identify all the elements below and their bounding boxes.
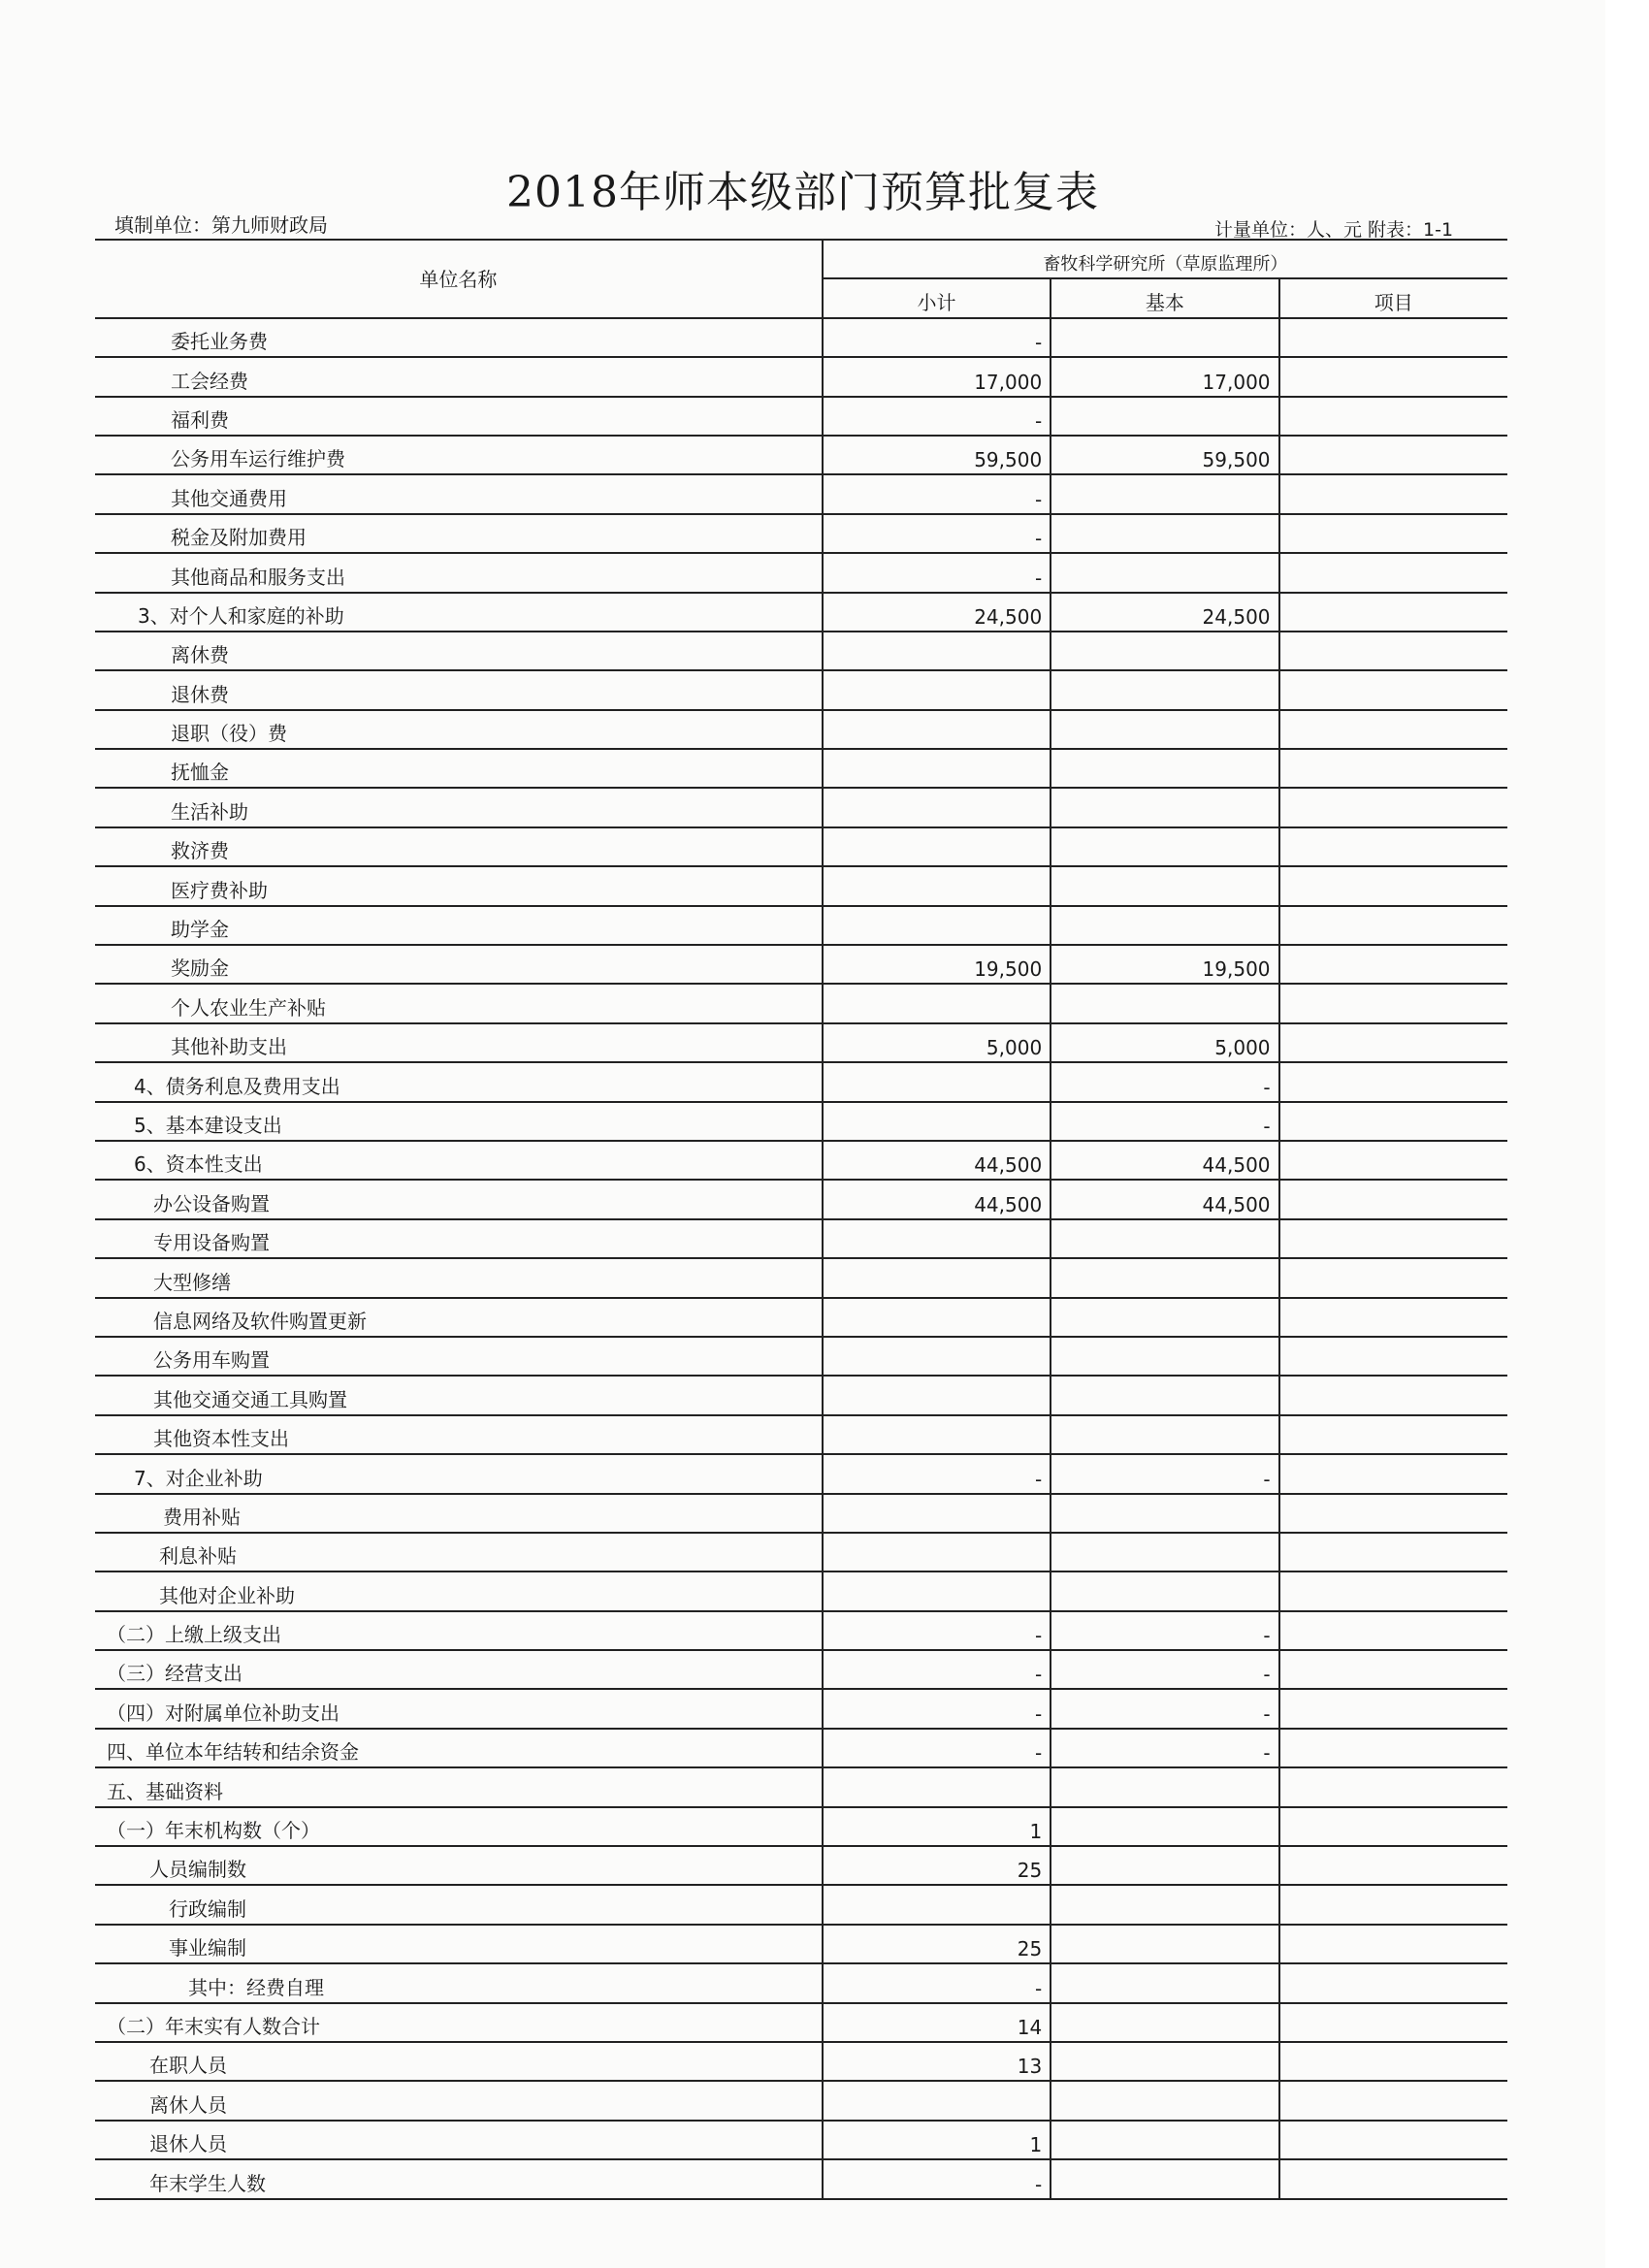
row-basic xyxy=(1051,1219,1278,1258)
row-subtotal xyxy=(823,1062,1051,1101)
row-name: 离休费 xyxy=(95,632,823,670)
row-basic: - xyxy=(1051,1062,1278,1101)
table-row xyxy=(95,866,1507,905)
row-basic: - xyxy=(1051,1689,1278,1728)
page-title: 2018年师本级部门预算批复表 xyxy=(506,168,1099,217)
row-subtotal: - xyxy=(823,1454,1051,1493)
row-subtotal xyxy=(823,984,1051,1022)
row-basic xyxy=(1051,1494,1278,1533)
table-row xyxy=(95,1650,1507,1689)
row-subtotal: - xyxy=(823,1729,1051,1767)
row-name: 办公设备购置 xyxy=(95,1180,823,1218)
row-subtotal xyxy=(823,1376,1051,1414)
row-name: （一）年末机构数（个） xyxy=(95,1807,823,1846)
table-row xyxy=(95,2159,1507,2198)
row-project xyxy=(1279,710,1507,749)
row-name: 其他商品和服务支出 xyxy=(95,553,823,592)
table-row xyxy=(95,1767,1507,1806)
row-basic xyxy=(1051,2042,1278,2081)
row-project xyxy=(1279,945,1507,984)
row-project xyxy=(1279,436,1507,474)
table-row xyxy=(95,710,1507,749)
row-project xyxy=(1279,788,1507,826)
row-basic xyxy=(1051,1376,1278,1414)
row-subtotal: 25 xyxy=(823,1925,1051,1963)
row-name: 退休费 xyxy=(95,670,823,709)
table-row xyxy=(95,1454,1507,1493)
row-basic xyxy=(1051,710,1278,749)
row-basic xyxy=(1051,1533,1278,1571)
row-subtotal xyxy=(823,788,1051,826)
row-basic xyxy=(1051,1258,1278,1297)
row-basic xyxy=(1051,1925,1278,1963)
row-subtotal xyxy=(823,1571,1051,1610)
row-project xyxy=(1279,1963,1507,2002)
row-subtotal: - xyxy=(823,1689,1051,1728)
table-row xyxy=(95,2003,1507,2042)
row-project xyxy=(1279,318,1507,357)
row-name: 奖励金 xyxy=(95,945,823,984)
row-project xyxy=(1279,1023,1507,1062)
row-name: 税金及附加费用 xyxy=(95,514,823,553)
row-subtotal xyxy=(823,1102,1051,1141)
row-project xyxy=(1279,866,1507,905)
row-project xyxy=(1279,1807,1507,1846)
row-basic: - xyxy=(1051,1650,1278,1689)
row-subtotal xyxy=(823,2081,1051,2120)
row-name: 其他交通费用 xyxy=(95,474,823,513)
row-basic: 17,000 xyxy=(1051,357,1278,396)
table-row xyxy=(95,1062,1507,1101)
table-row xyxy=(95,1846,1507,1885)
row-name: 其他补助支出 xyxy=(95,1023,823,1062)
scan-edge xyxy=(1605,0,1649,2268)
row-name: 退休人员 xyxy=(95,2121,823,2159)
row-name: 其中：经费自理 xyxy=(95,1963,823,2002)
row-subtotal: - xyxy=(823,1963,1051,2002)
row-name: 助学金 xyxy=(95,906,823,945)
row-basic: 44,500 xyxy=(1051,1180,1278,1218)
table-row xyxy=(95,514,1507,553)
filling-unit: 填制单位：第九师财政局 xyxy=(114,213,328,237)
row-name: 利息补贴 xyxy=(95,1533,823,1571)
row-subtotal xyxy=(823,1885,1051,1924)
row-basic xyxy=(1051,318,1278,357)
row-basic xyxy=(1051,2081,1278,2120)
row-subtotal xyxy=(823,866,1051,905)
row-project xyxy=(1279,1650,1507,1689)
row-project xyxy=(1279,2003,1507,2042)
row-subtotal: 1 xyxy=(823,2121,1051,2159)
table-row xyxy=(95,1729,1507,1767)
row-subtotal: 1 xyxy=(823,1807,1051,1846)
row-name: （二）上缴上级支出 xyxy=(95,1611,823,1650)
table-row xyxy=(95,2081,1507,2120)
row-project xyxy=(1279,1337,1507,1376)
row-project xyxy=(1279,1846,1507,1885)
table-row xyxy=(95,906,1507,945)
row-basic xyxy=(1051,827,1278,866)
row-name: 其他资本性支出 xyxy=(95,1415,823,1454)
row-basic xyxy=(1051,1337,1278,1376)
row-project xyxy=(1279,2081,1507,2120)
row-project xyxy=(1279,1298,1507,1337)
row-name: 在职人员 xyxy=(95,2042,823,2081)
row-basic xyxy=(1051,1963,1278,2002)
row-project xyxy=(1279,1729,1507,1767)
unit-note: 计量单位：人、元 附表：1-1 xyxy=(1214,219,1454,241)
row-project xyxy=(1279,514,1507,553)
row-name: 6、资本性支出 xyxy=(95,1141,823,1180)
table-row xyxy=(95,1963,1507,2002)
row-name: 离休人员 xyxy=(95,2081,823,2120)
table-row xyxy=(95,1415,1507,1454)
row-project xyxy=(1279,2121,1507,2159)
header-project: 项目 xyxy=(1279,278,1507,317)
row-subtotal: 44,500 xyxy=(823,1180,1051,1218)
row-subtotal xyxy=(823,1494,1051,1533)
row-name: 工会经费 xyxy=(95,357,823,396)
row-project xyxy=(1279,1689,1507,1728)
row-basic xyxy=(1051,1571,1278,1610)
table-row xyxy=(95,2121,1507,2159)
row-name: 3、对个人和家庭的补助 xyxy=(95,593,823,632)
row-name: 行政编制 xyxy=(95,1885,823,1924)
table-row xyxy=(95,474,1507,513)
table-row xyxy=(95,1807,1507,1846)
row-subtotal: - xyxy=(823,1611,1051,1650)
header-basic: 基本 xyxy=(1051,278,1278,317)
row-subtotal xyxy=(823,827,1051,866)
row-subtotal: 44,500 xyxy=(823,1141,1051,1180)
row-subtotal xyxy=(823,1298,1051,1337)
row-basic xyxy=(1051,984,1278,1022)
row-basic xyxy=(1051,1298,1278,1337)
row-subtotal: 17,000 xyxy=(823,357,1051,396)
table-row xyxy=(95,1533,1507,1571)
row-project xyxy=(1279,357,1507,396)
row-name: 抚恤金 xyxy=(95,749,823,788)
table-row xyxy=(95,1571,1507,1610)
row-basic xyxy=(1051,749,1278,788)
row-project xyxy=(1279,2042,1507,2081)
row-name: 专用设备购置 xyxy=(95,1219,823,1258)
row-subtotal: 59,500 xyxy=(823,436,1051,474)
row-name: 7、对企业补助 xyxy=(95,1454,823,1493)
row-subtotal xyxy=(823,906,1051,945)
row-subtotal xyxy=(823,670,1051,709)
table-row xyxy=(95,1180,1507,1218)
row-name: 信息网络及软件购置更新 xyxy=(95,1298,823,1337)
row-basic: 59,500 xyxy=(1051,436,1278,474)
row-project xyxy=(1279,1102,1507,1141)
row-subtotal: - xyxy=(823,318,1051,357)
row-project xyxy=(1279,984,1507,1022)
row-basic xyxy=(1051,1415,1278,1454)
row-basic xyxy=(1051,553,1278,592)
row-project xyxy=(1279,906,1507,945)
table-row xyxy=(95,1376,1507,1414)
row-subtotal: 25 xyxy=(823,1846,1051,1885)
row-subtotal xyxy=(823,1533,1051,1571)
row-basic xyxy=(1051,2159,1278,2198)
row-project xyxy=(1279,827,1507,866)
row-subtotal xyxy=(823,749,1051,788)
header-row-1 xyxy=(95,240,1507,278)
row-subtotal xyxy=(823,632,1051,670)
row-name: 其他对企业补助 xyxy=(95,1571,823,1610)
row-basic xyxy=(1051,670,1278,709)
table-row xyxy=(95,1219,1507,1258)
row-subtotal xyxy=(823,1767,1051,1806)
table-row xyxy=(95,553,1507,592)
row-project xyxy=(1279,474,1507,513)
budget-table xyxy=(95,239,1507,2200)
row-subtotal xyxy=(823,1219,1051,1258)
row-name: 救济费 xyxy=(95,827,823,866)
row-name: 公务用车购置 xyxy=(95,1337,823,1376)
row-project xyxy=(1279,1180,1507,1218)
row-project xyxy=(1279,1611,1507,1650)
row-name: 四、单位本年结转和结余资金 xyxy=(95,1729,823,1767)
table-row xyxy=(95,1023,1507,1062)
row-project xyxy=(1279,1141,1507,1180)
row-basic xyxy=(1051,514,1278,553)
row-project xyxy=(1279,1062,1507,1101)
row-basic xyxy=(1051,788,1278,826)
header-unit-name: 单位名称 xyxy=(95,240,823,318)
row-subtotal xyxy=(823,1258,1051,1297)
row-project xyxy=(1279,1925,1507,1963)
row-project xyxy=(1279,1376,1507,1414)
row-name: 生活补助 xyxy=(95,788,823,826)
table-row xyxy=(95,1885,1507,1924)
table-row xyxy=(95,1689,1507,1728)
row-subtotal: - xyxy=(823,1650,1051,1689)
table-row xyxy=(95,632,1507,670)
table-row xyxy=(95,436,1507,474)
row-basic xyxy=(1051,2003,1278,2042)
row-name: 委托业务费 xyxy=(95,318,823,357)
row-basic xyxy=(1051,1885,1278,1924)
row-basic: 44,500 xyxy=(1051,1141,1278,1180)
row-project xyxy=(1279,1885,1507,1924)
row-subtotal: - xyxy=(823,474,1051,513)
row-subtotal: - xyxy=(823,553,1051,592)
row-basic: - xyxy=(1051,1454,1278,1493)
row-subtotal xyxy=(823,1415,1051,1454)
row-subtotal: - xyxy=(823,514,1051,553)
row-basic xyxy=(1051,2121,1278,2159)
row-basic xyxy=(1051,1846,1278,1885)
row-basic xyxy=(1051,397,1278,436)
row-project xyxy=(1279,1494,1507,1533)
row-project xyxy=(1279,670,1507,709)
table-row xyxy=(95,1258,1507,1297)
row-project xyxy=(1279,1767,1507,1806)
row-basic: 19,500 xyxy=(1051,945,1278,984)
row-name: 公务用车运行维护费 xyxy=(95,436,823,474)
row-name: 事业编制 xyxy=(95,1925,823,1963)
row-basic xyxy=(1051,1767,1278,1806)
row-name: 5、基本建设支出 xyxy=(95,1102,823,1141)
row-name: （二）年末实有人数合计 xyxy=(95,2003,823,2042)
row-name: 五、基础资料 xyxy=(95,1767,823,1806)
row-subtotal xyxy=(823,1337,1051,1376)
row-subtotal: 5,000 xyxy=(823,1023,1051,1062)
table-row xyxy=(95,788,1507,826)
row-subtotal: 19,500 xyxy=(823,945,1051,984)
row-name: （三）经营支出 xyxy=(95,1650,823,1689)
row-project xyxy=(1279,1258,1507,1297)
table-row xyxy=(95,1611,1507,1650)
row-project xyxy=(1279,553,1507,592)
row-project xyxy=(1279,1454,1507,1493)
table-row xyxy=(95,1494,1507,1533)
table-row xyxy=(95,984,1507,1022)
row-project xyxy=(1279,593,1507,632)
row-name: 个人农业生产补贴 xyxy=(95,984,823,1022)
row-project xyxy=(1279,2159,1507,2198)
row-name: 医疗费补助 xyxy=(95,866,823,905)
table-row xyxy=(95,2042,1507,2081)
row-subtotal: - xyxy=(823,397,1051,436)
table-row xyxy=(95,1925,1507,1963)
row-basic xyxy=(1051,1807,1278,1846)
table-row xyxy=(95,670,1507,709)
row-subtotal xyxy=(823,710,1051,749)
row-subtotal: 24,500 xyxy=(823,593,1051,632)
table-row xyxy=(95,1102,1507,1141)
row-project xyxy=(1279,1219,1507,1258)
table-row xyxy=(95,945,1507,984)
row-basic: 24,500 xyxy=(1051,593,1278,632)
table-row xyxy=(95,593,1507,632)
row-name: 大型修缮 xyxy=(95,1258,823,1297)
row-name: 人员编制数 xyxy=(95,1846,823,1885)
row-name: 退职（役）费 xyxy=(95,710,823,749)
table-row xyxy=(95,1298,1507,1337)
row-name: （四）对附属单位补助支出 xyxy=(95,1689,823,1728)
table-row xyxy=(95,749,1507,788)
table-row xyxy=(95,827,1507,866)
row-subtotal: 14 xyxy=(823,2003,1051,2042)
row-project xyxy=(1279,1415,1507,1454)
row-basic: - xyxy=(1051,1729,1278,1767)
table-row xyxy=(95,357,1507,396)
row-name: 4、债务利息及费用支出 xyxy=(95,1062,823,1101)
row-subtotal: 13 xyxy=(823,2042,1051,2081)
row-name: 其他交通交通工具购置 xyxy=(95,1376,823,1414)
row-basic xyxy=(1051,866,1278,905)
row-basic xyxy=(1051,632,1278,670)
row-basic: - xyxy=(1051,1102,1278,1141)
row-project xyxy=(1279,397,1507,436)
row-project xyxy=(1279,632,1507,670)
row-name: 福利费 xyxy=(95,397,823,436)
header-subtotal: 小计 xyxy=(823,278,1051,317)
row-subtotal: - xyxy=(823,2159,1051,2198)
table-row xyxy=(95,397,1507,436)
row-basic: - xyxy=(1051,1611,1278,1650)
row-basic xyxy=(1051,906,1278,945)
row-name: 费用补贴 xyxy=(95,1494,823,1533)
row-name: 年末学生人数 xyxy=(95,2159,823,2198)
row-basic xyxy=(1051,474,1278,513)
row-project xyxy=(1279,1571,1507,1610)
row-basic: 5,000 xyxy=(1051,1023,1278,1062)
row-project xyxy=(1279,749,1507,788)
table-row xyxy=(95,318,1507,357)
row-project xyxy=(1279,1533,1507,1571)
table-row xyxy=(95,1141,1507,1180)
table-row xyxy=(95,1337,1507,1376)
header-institute: 畜牧科学研究所（草原监理所） xyxy=(823,240,1507,278)
